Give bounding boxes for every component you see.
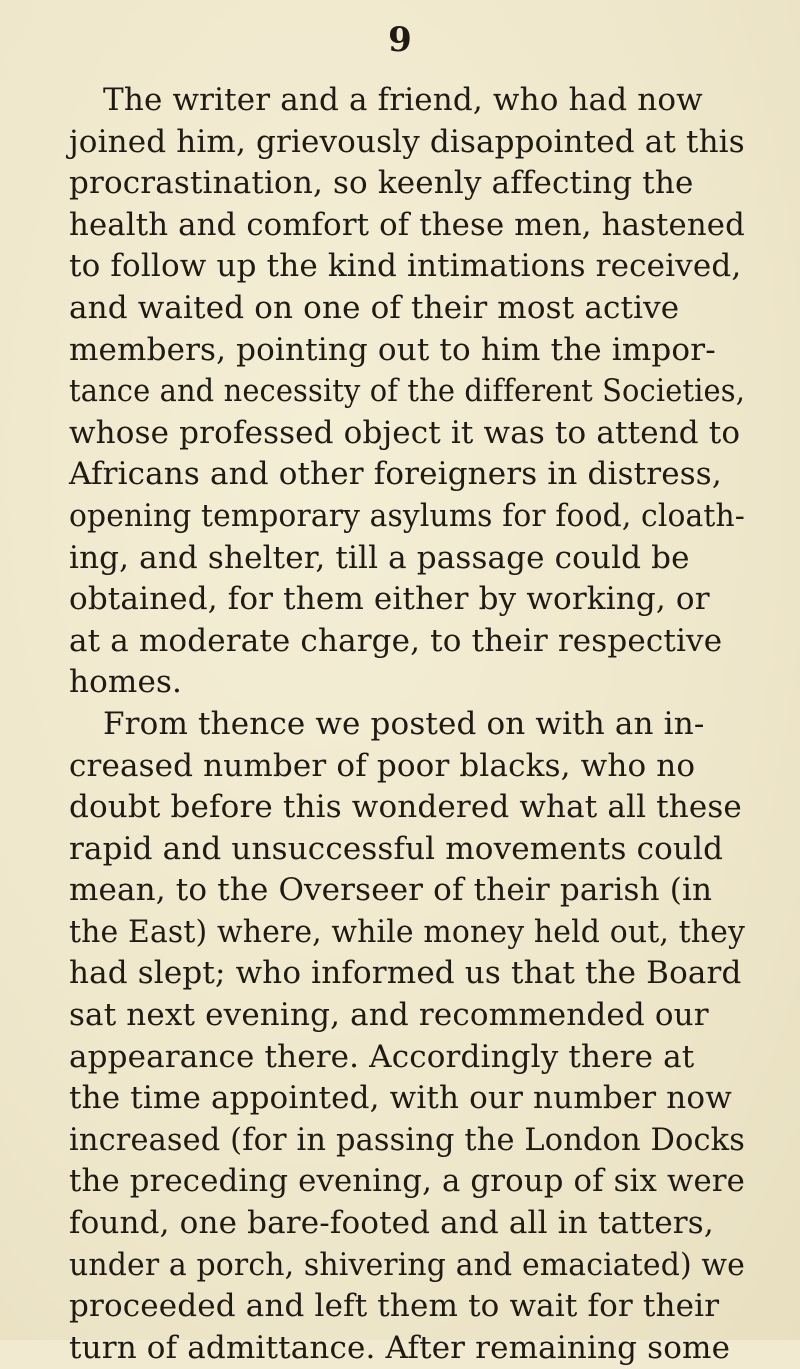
text-line: to follow up the kind intimations received, — [69, 248, 742, 285]
text-line: From thence we posted on with an in- — [103, 705, 705, 742]
text-line: at a moderate charge, to their respective — [69, 622, 723, 659]
page-number: 9 — [388, 20, 412, 60]
text-line: The writer and a friend, who had now — [103, 82, 703, 118]
text-line: opening temporary asylums for food, cloath- — [69, 497, 746, 534]
text-line: doubt before this wondered what all these — [69, 789, 742, 826]
text-line: rapid and unsuccessful movements could — [69, 830, 724, 867]
text-line: proceeded and left them to wait for their — [69, 1288, 720, 1325]
body-text — [69, 80, 745, 1369]
text-line: found, one bare-footed and all in tatters, — [69, 1205, 714, 1242]
text-line: procrastination, so keenly affecting the — [69, 165, 694, 202]
text-line: whose professed object it was to attend to — [69, 414, 741, 451]
text-line: increased (for in passing the London Docks — [69, 1121, 746, 1158]
text-line: Africans and other foreigners in distress, — [69, 456, 722, 493]
text-line: the preceding evening, a group of six were — [69, 1163, 746, 1200]
text-line: the time appointed, with our number now — [69, 1080, 732, 1117]
text-line: tance and necessity of the different Societies, — [69, 373, 746, 410]
text-line: sat next evening, and recommended our — [69, 997, 709, 1034]
text-line: obtained, for them either by working, or — [69, 581, 710, 618]
text-line: members, pointing out to him the impor- — [69, 331, 716, 368]
text-line: creased number of poor blacks, who no — [69, 747, 696, 784]
text-line: and waited on one of their most active — [69, 289, 680, 326]
paragraph-2 — [69, 704, 745, 1369]
text-line: the East) where, while money held out, they — [69, 913, 746, 950]
text-line: mean, to the Overseer of their parish (in — [69, 872, 713, 909]
text-line: appearance there. Accordingly there at — [69, 1038, 695, 1075]
text-line: ing, and shelter, till a passage could be — [69, 539, 690, 576]
paragraph-1 — [69, 80, 745, 704]
text-line: had slept; who informed us that the Board — [69, 955, 742, 992]
text-line: joined him, grievously disappointed at this — [69, 123, 745, 160]
text-line: under a porch, shivering and emaciated) we — [69, 1246, 745, 1283]
text-line: homes. — [69, 664, 183, 701]
text-line: health and comfort of these men, hastened — [69, 206, 745, 243]
text-line: turn of admittance. After remaining some — [69, 1329, 731, 1366]
